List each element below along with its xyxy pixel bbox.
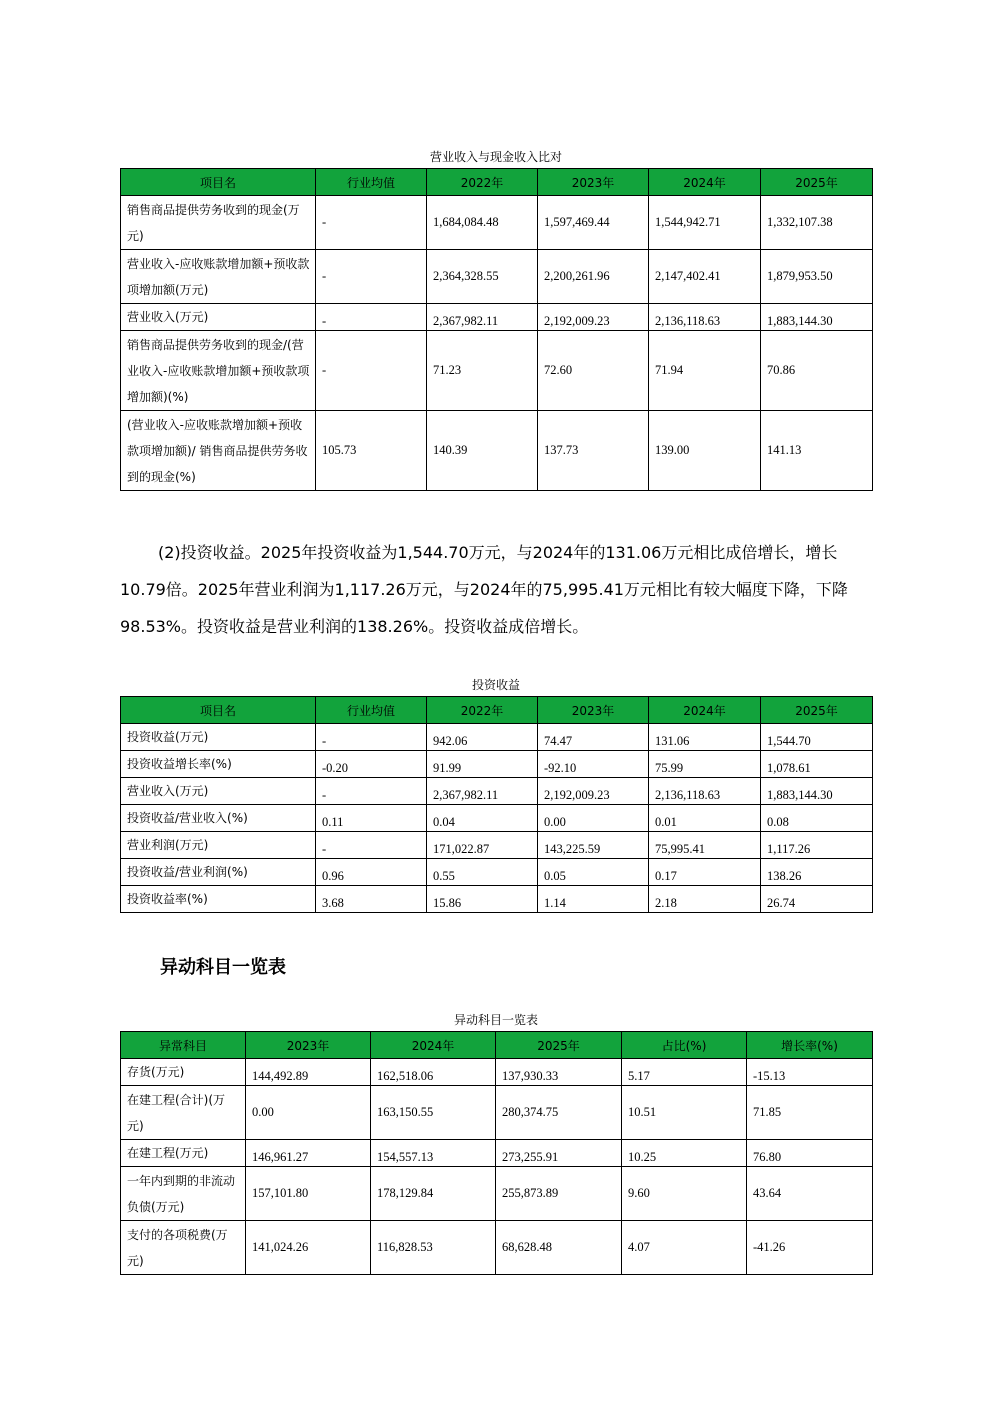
- table-header-row: [121, 1032, 873, 1059]
- table-row: [121, 304, 873, 331]
- table-row: [121, 1086, 873, 1140]
- column-header: 异常科目: [121, 1032, 246, 1059]
- table-cell: 105.73: [316, 411, 427, 491]
- table-cell: 0.17: [649, 859, 761, 886]
- table-cell: 91.99: [427, 751, 538, 778]
- table-cell: 178,129.84: [371, 1167, 496, 1221]
- column-header: 占比(%): [622, 1032, 747, 1059]
- table-cell: -: [316, 196, 427, 250]
- table-cell: 1,544.70: [761, 724, 873, 751]
- table-cell: 0.00: [246, 1086, 371, 1140]
- table-cell: 0.04: [427, 805, 538, 832]
- table-cell: 71.85: [747, 1086, 873, 1140]
- table3-caption: 异动科目一览表: [453, 1013, 538, 1027]
- table-cell: -: [316, 331, 427, 411]
- row-label: 投资收益(万元): [121, 724, 316, 751]
- table-cell: 1,117.26: [761, 832, 873, 859]
- column-header: 行业均值: [316, 697, 427, 724]
- table-cell: -: [316, 832, 427, 859]
- table-cell: 2,192,009.23: [538, 778, 649, 805]
- table-cell: 140.39: [427, 411, 538, 491]
- row-label: 在建工程(合计)(万元): [121, 1086, 246, 1140]
- row-label: 一年内到期的非流动负债(万元): [121, 1167, 246, 1221]
- column-header: 项目名: [121, 169, 316, 196]
- table-cell: 0.01: [649, 805, 761, 832]
- table-cell: 75,995.41: [649, 832, 761, 859]
- table-cell: 70.86: [761, 331, 873, 411]
- table-header-row: [121, 697, 873, 724]
- table-cell: -0.20: [316, 751, 427, 778]
- table-cell: 131.06: [649, 724, 761, 751]
- column-header: 2022年: [427, 169, 538, 196]
- table1-caption: 营业收入与现金收入比对: [429, 150, 562, 164]
- table-cell: 1,684,084.48: [427, 196, 538, 250]
- table-cell: 1,544,942.71: [649, 196, 761, 250]
- table-cell: 1,883,144.30: [761, 304, 873, 331]
- column-header: 2024年: [371, 1032, 496, 1059]
- table-cell: 5.17: [622, 1059, 747, 1086]
- table-cell: 2,136,118.63: [649, 304, 761, 331]
- row-label: 营业收入-应收账款增加额+预收款项增加额(万元): [121, 250, 316, 304]
- table-cell: 157,101.80: [246, 1167, 371, 1221]
- table-cell: 116,828.53: [371, 1221, 496, 1275]
- table-row: [121, 805, 873, 832]
- row-label: 投资收益率(%): [121, 886, 316, 913]
- table-cell: 162,518.06: [371, 1059, 496, 1086]
- column-header: 2025年: [761, 697, 873, 724]
- table-cell: 163,150.55: [371, 1086, 496, 1140]
- table-row: [121, 411, 873, 491]
- row-label: 营业收入(万元): [121, 304, 316, 331]
- table-cell: 0.96: [316, 859, 427, 886]
- table-cell: 171,022.87: [427, 832, 538, 859]
- table-cell: 9.60: [622, 1167, 747, 1221]
- table-row: [121, 1221, 873, 1275]
- table-cell: 2,367,982.11: [427, 304, 538, 331]
- table-cell: 273,255.91: [496, 1140, 622, 1167]
- column-header: 2025年: [496, 1032, 622, 1059]
- table-cell: 139.00: [649, 411, 761, 491]
- revenue-cash-table: [120, 168, 873, 491]
- table-cell: 141.13: [761, 411, 873, 491]
- column-header: 2024年: [649, 169, 761, 196]
- table-cell: 141,024.26: [246, 1221, 371, 1275]
- table-cell: 0.08: [761, 805, 873, 832]
- column-header: 2022年: [427, 697, 538, 724]
- table-cell: 1,883,144.30: [761, 778, 873, 805]
- table-cell: 2,200,261.96: [538, 250, 649, 304]
- column-header: 2023年: [246, 1032, 371, 1059]
- column-header: 2023年: [538, 697, 649, 724]
- table-cell: 2.18: [649, 886, 761, 913]
- table-cell: 143,225.59: [538, 832, 649, 859]
- row-label: 营业收入(万元): [121, 778, 316, 805]
- table-cell: 2,192,009.23: [538, 304, 649, 331]
- row-label: (营业收入-应收账款增加额+预收款项增加额)/ 销售商品提供劳务收到的现金(%): [121, 411, 316, 491]
- table-cell: 1,597,469.44: [538, 196, 649, 250]
- table-cell: 146,961.27: [246, 1140, 371, 1167]
- table-header-row: [121, 169, 873, 196]
- table-row: [121, 886, 873, 913]
- row-label: 投资收益/营业收入(%): [121, 805, 316, 832]
- row-label: 营业利润(万元): [121, 832, 316, 859]
- table-cell: 1,332,107.38: [761, 196, 873, 250]
- table-row: [121, 832, 873, 859]
- row-label: 销售商品提供劳务收到的现金/(营业收入-应收账款增加额+预收款项增加额)(%): [121, 331, 316, 411]
- table-row: [121, 331, 873, 411]
- section-title: 异动科目一览表: [160, 957, 286, 978]
- table-row: [121, 196, 873, 250]
- table-cell: 1,879,953.50: [761, 250, 873, 304]
- table-cell: 138.26: [761, 859, 873, 886]
- table-cell: 15.86: [427, 886, 538, 913]
- table-cell: 1,078.61: [761, 751, 873, 778]
- table-cell: 71.23: [427, 331, 538, 411]
- table-cell: 137,930.33: [496, 1059, 622, 1086]
- table-row: [121, 1167, 873, 1221]
- table-cell: 0.55: [427, 859, 538, 886]
- table-cell: 0.05: [538, 859, 649, 886]
- table-cell: -: [316, 724, 427, 751]
- row-label: 在建工程(万元): [121, 1140, 246, 1167]
- column-header: 2023年: [538, 169, 649, 196]
- table-row: [121, 778, 873, 805]
- table-cell: 2,367,982.11: [427, 778, 538, 805]
- table-cell: -: [316, 250, 427, 304]
- table-cell: 72.60: [538, 331, 649, 411]
- table-cell: -: [316, 778, 427, 805]
- table-cell: 0.11: [316, 805, 427, 832]
- column-header: 项目名: [121, 697, 316, 724]
- column-header: 2025年: [761, 169, 873, 196]
- table-cell: 26.74: [761, 886, 873, 913]
- table-cell: 10.51: [622, 1086, 747, 1140]
- table-cell: 1.14: [538, 886, 649, 913]
- table-cell: 137.73: [538, 411, 649, 491]
- table-cell: 255,873.89: [496, 1167, 622, 1221]
- abnormal-items-table: [120, 1031, 873, 1275]
- column-header: 增长率(%): [747, 1032, 873, 1059]
- column-header: 2024年: [649, 697, 761, 724]
- column-header: 行业均值: [316, 169, 427, 196]
- table-cell: 154,557.13: [371, 1140, 496, 1167]
- table-cell: -92.10: [538, 751, 649, 778]
- table-cell: 4.07: [622, 1221, 747, 1275]
- table-cell: 2,147,402.41: [649, 250, 761, 304]
- table-cell: 0.00: [538, 805, 649, 832]
- row-label: 支付的各项税费(万元): [121, 1221, 246, 1275]
- investment-income-table: [120, 696, 873, 913]
- table2-caption: 投资收益: [471, 678, 520, 692]
- investment-income-paragraph: (2)投资收益。2025年投资收益为1,544.70万元，与2024年的131.06万元相比成倍增长，增长10.79倍。2025年营业利润为1,117.26万元，与2024年的75,995.41万元相比有较大幅度下降，下降98.53%。投资收益是营业利润的138.26%。投资收益成倍增长。: [120, 543, 848, 636]
- table-cell: 2,136,118.63: [649, 778, 761, 805]
- table-cell: 71.94: [649, 331, 761, 411]
- table-cell: 2,364,328.55: [427, 250, 538, 304]
- table-row: [121, 724, 873, 751]
- table-cell: 76.80: [747, 1140, 873, 1167]
- row-label: 投资收益增长率(%): [121, 751, 316, 778]
- table-cell: -: [316, 304, 427, 331]
- table-row: [121, 250, 873, 304]
- row-label: 存货(万元): [121, 1059, 246, 1086]
- row-label: 投资收益/营业利润(%): [121, 859, 316, 886]
- table-cell: -15.13: [747, 1059, 873, 1086]
- table-row: [121, 1140, 873, 1167]
- table-cell: 3.68: [316, 886, 427, 913]
- table-cell: 75.99: [649, 751, 761, 778]
- table-cell: 144,492.89: [246, 1059, 371, 1086]
- table-cell: 280,374.75: [496, 1086, 622, 1140]
- table-cell: 43.64: [747, 1167, 873, 1221]
- table-cell: -41.26: [747, 1221, 873, 1275]
- row-label: 销售商品提供劳务收到的现金(万元): [121, 196, 316, 250]
- table-row: [121, 751, 873, 778]
- table-row: [121, 1059, 873, 1086]
- table-cell: 10.25: [622, 1140, 747, 1167]
- table-cell: 942.06: [427, 724, 538, 751]
- table-cell: 68,628.48: [496, 1221, 622, 1275]
- table-cell: 74.47: [538, 724, 649, 751]
- table-row: [121, 859, 873, 886]
